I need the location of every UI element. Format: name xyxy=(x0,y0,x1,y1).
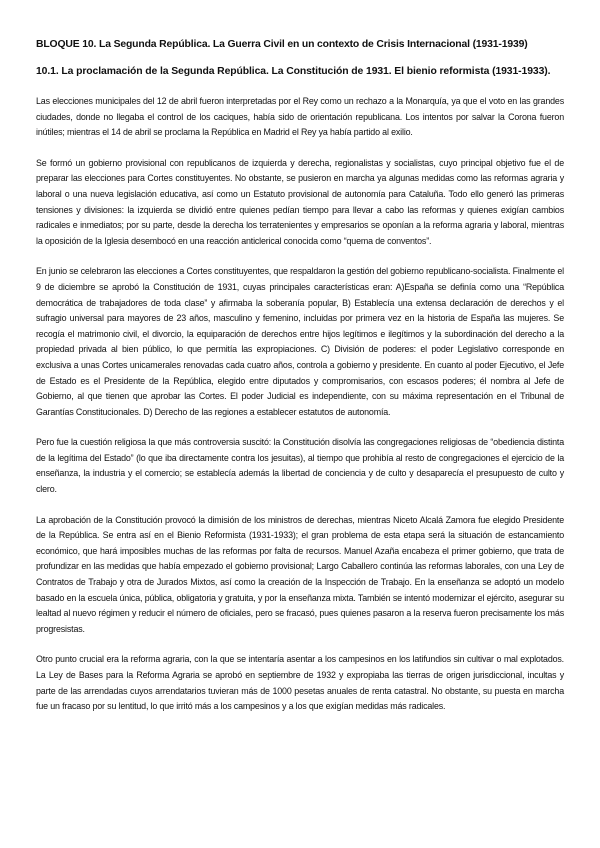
paragraph-elecciones-abril: Las elecciones municipales del 12 de abril fueron interpretadas por el Rey como un rechazo a la Monarquía, ya que el voto en las grandes ciudades, donde no llegaba el control de los caciques, había sido de orientación republicana. Los intentos por salvar la Corona fueron inútiles; mientras el 14 de abril se proclama la República en Madrid el Rey ya había partido al exilio. xyxy=(36,96,564,138)
document-page xyxy=(36,38,564,715)
document-title: BLOQUE 10. La Segunda República. La Guerra Civil en un contexto de Crisis Internacional (1931-1939) xyxy=(36,39,528,50)
paragraph-gobierno-provisional: Se formó un gobierno provisional con republicanos de izquierda y derecha, regionalistas y socialistas, cuyo principal objetivo fue el de preparar las elecciones para Cortes constituyentes. No obstante, se pusieron en marcha ya algunas medidas como las reformas agraria y laboral o una nueva legislación educativa, así como un Estatuto provisional de autonomía para Cataluña. Todo ello generó las primeras tensiones y divisiones: la izquierda se dividió entre quienes pedían tiempo para llevar a cabo las reformas y quienes exigían cambios radicales e inmediatos; por su parte, desde la derecha los terratenientes y empresarios se oponían a la reforma agraria y laboral, mientras la oposición de la Iglesia desembocó en una reacción anticlerical conocida como “quema de conventos”. xyxy=(36,157,564,246)
section-heading: 10.1. La proclamación de la Segunda República. La Constitución de 1931. El bienio reformista (1931-1933). xyxy=(36,66,551,77)
paragraph-reforma-agraria: Otro punto crucial era la reforma agraria, con la que se intentaría asentar a los campesinos en los latifundios sin cultivar o mal explotados. La Ley de Bases para la Reforma Agraria se aprobó en septiembre de 1932 y expropiaba las tierras de origen jurisdiccional, incultas y parte de las arrendadas cuyos arrendatarios tuvieran más de 1000 pesetas anuales de renta catastral. No obstante, su puesta en marcha fue un fracaso por su lentitud, lo que irritó más a los campesinos y a los que exigían medidas más radicales. xyxy=(36,654,564,712)
paragraph-cuestion-religiosa: Pero fue la cuestión religiosa la que más controversia suscitó: la Constitución disolvía las congregaciones religiosas de “obediencia distinta de la legítima del Estado” (lo que iba directamente contra los jesuitas), al tiempo que prohibía al resto de congregaciones el ejercicio de la enseñanza, la industria y el comercio; se establecía además la libertad de conciencia y de culto y desaparecía el presupuesto de culto y clero. xyxy=(36,437,564,495)
paragraph-constitucion-1931: En junio se celebraron las elecciones a Cortes constituyentes, que respaldaron la gestión del gobierno republicano-socialista. Finalmente el 9 de diciembre se aprobó la Constitución de 1931, cuyas principales características eran: A)España se definía como una “República democrática de trabajadores de toda clase” y afirmaba la soberanía popular, B) Establecía una extensa declaración de derechos y el sufragio universal para mayores de 23 años, masculino y femenino, incluidas por primera vez en la historia de España las mujeres. Se recogía el matrimonio civil, el divorcio, la equiparación de derechos entre hijos legítimos e ilegítimos y la subordinación del derecho a la propiedad privada al bien público, lo que permitía las expropiaciones. C) División de poderes: el poder Legislativo corresponde en exclusiva a unas Cortes unicamerales renovadas cada cuatro años, controla a gobierno y presidente. En cuanto al poder Ejecutivo, el Jefe de Estado es el Presidente de la República, elegido entre diputados y compromisarios, con escasos poderes; él nombra al Jefe de Gobierno, al que tienen que aprobar las Cortes. El poder Judicial es independiente, con su máxima representación en el Tribunal de Garantías Constitucionales. D) Derecho de las regiones a establecer estatutos de autonomía. xyxy=(36,266,564,417)
paragraph-bienio-reformista: La aprobación de la Constitución provocó la dimisión de los ministros de derechas, mientras Niceto Alcalá Zamora fue elegido Presidente de la República. Se entra así en el Bienio Reformista (1931-1933); el gran problema de esta etapa será la situación de estancamiento económico, que hará imposibles muchas de las reformas por falta de recursos. Manuel Azaña encabeza el primer gobierno, que trata de profundizar en las medidas que había empezado el gobierno provisional; Largo Caballero continúa las reformas laborales, con una Ley de Contratos de Trabajo y otra de Jurados Mixtos, así como la creación de la Inspección de Trabajo. En la enseñanza se adoptó un modelo basado en la escuela única, pública, obligatoria y gratuita, y por la enseñanza mixta. También se intentó modernizar el ejército, asegurar su lealtad al nuevo régimen y reducir el número de oficiales, pero se fracasó, pues quienes pasaron a la reserva fueron precisamente los más progresistas. xyxy=(36,514,564,634)
